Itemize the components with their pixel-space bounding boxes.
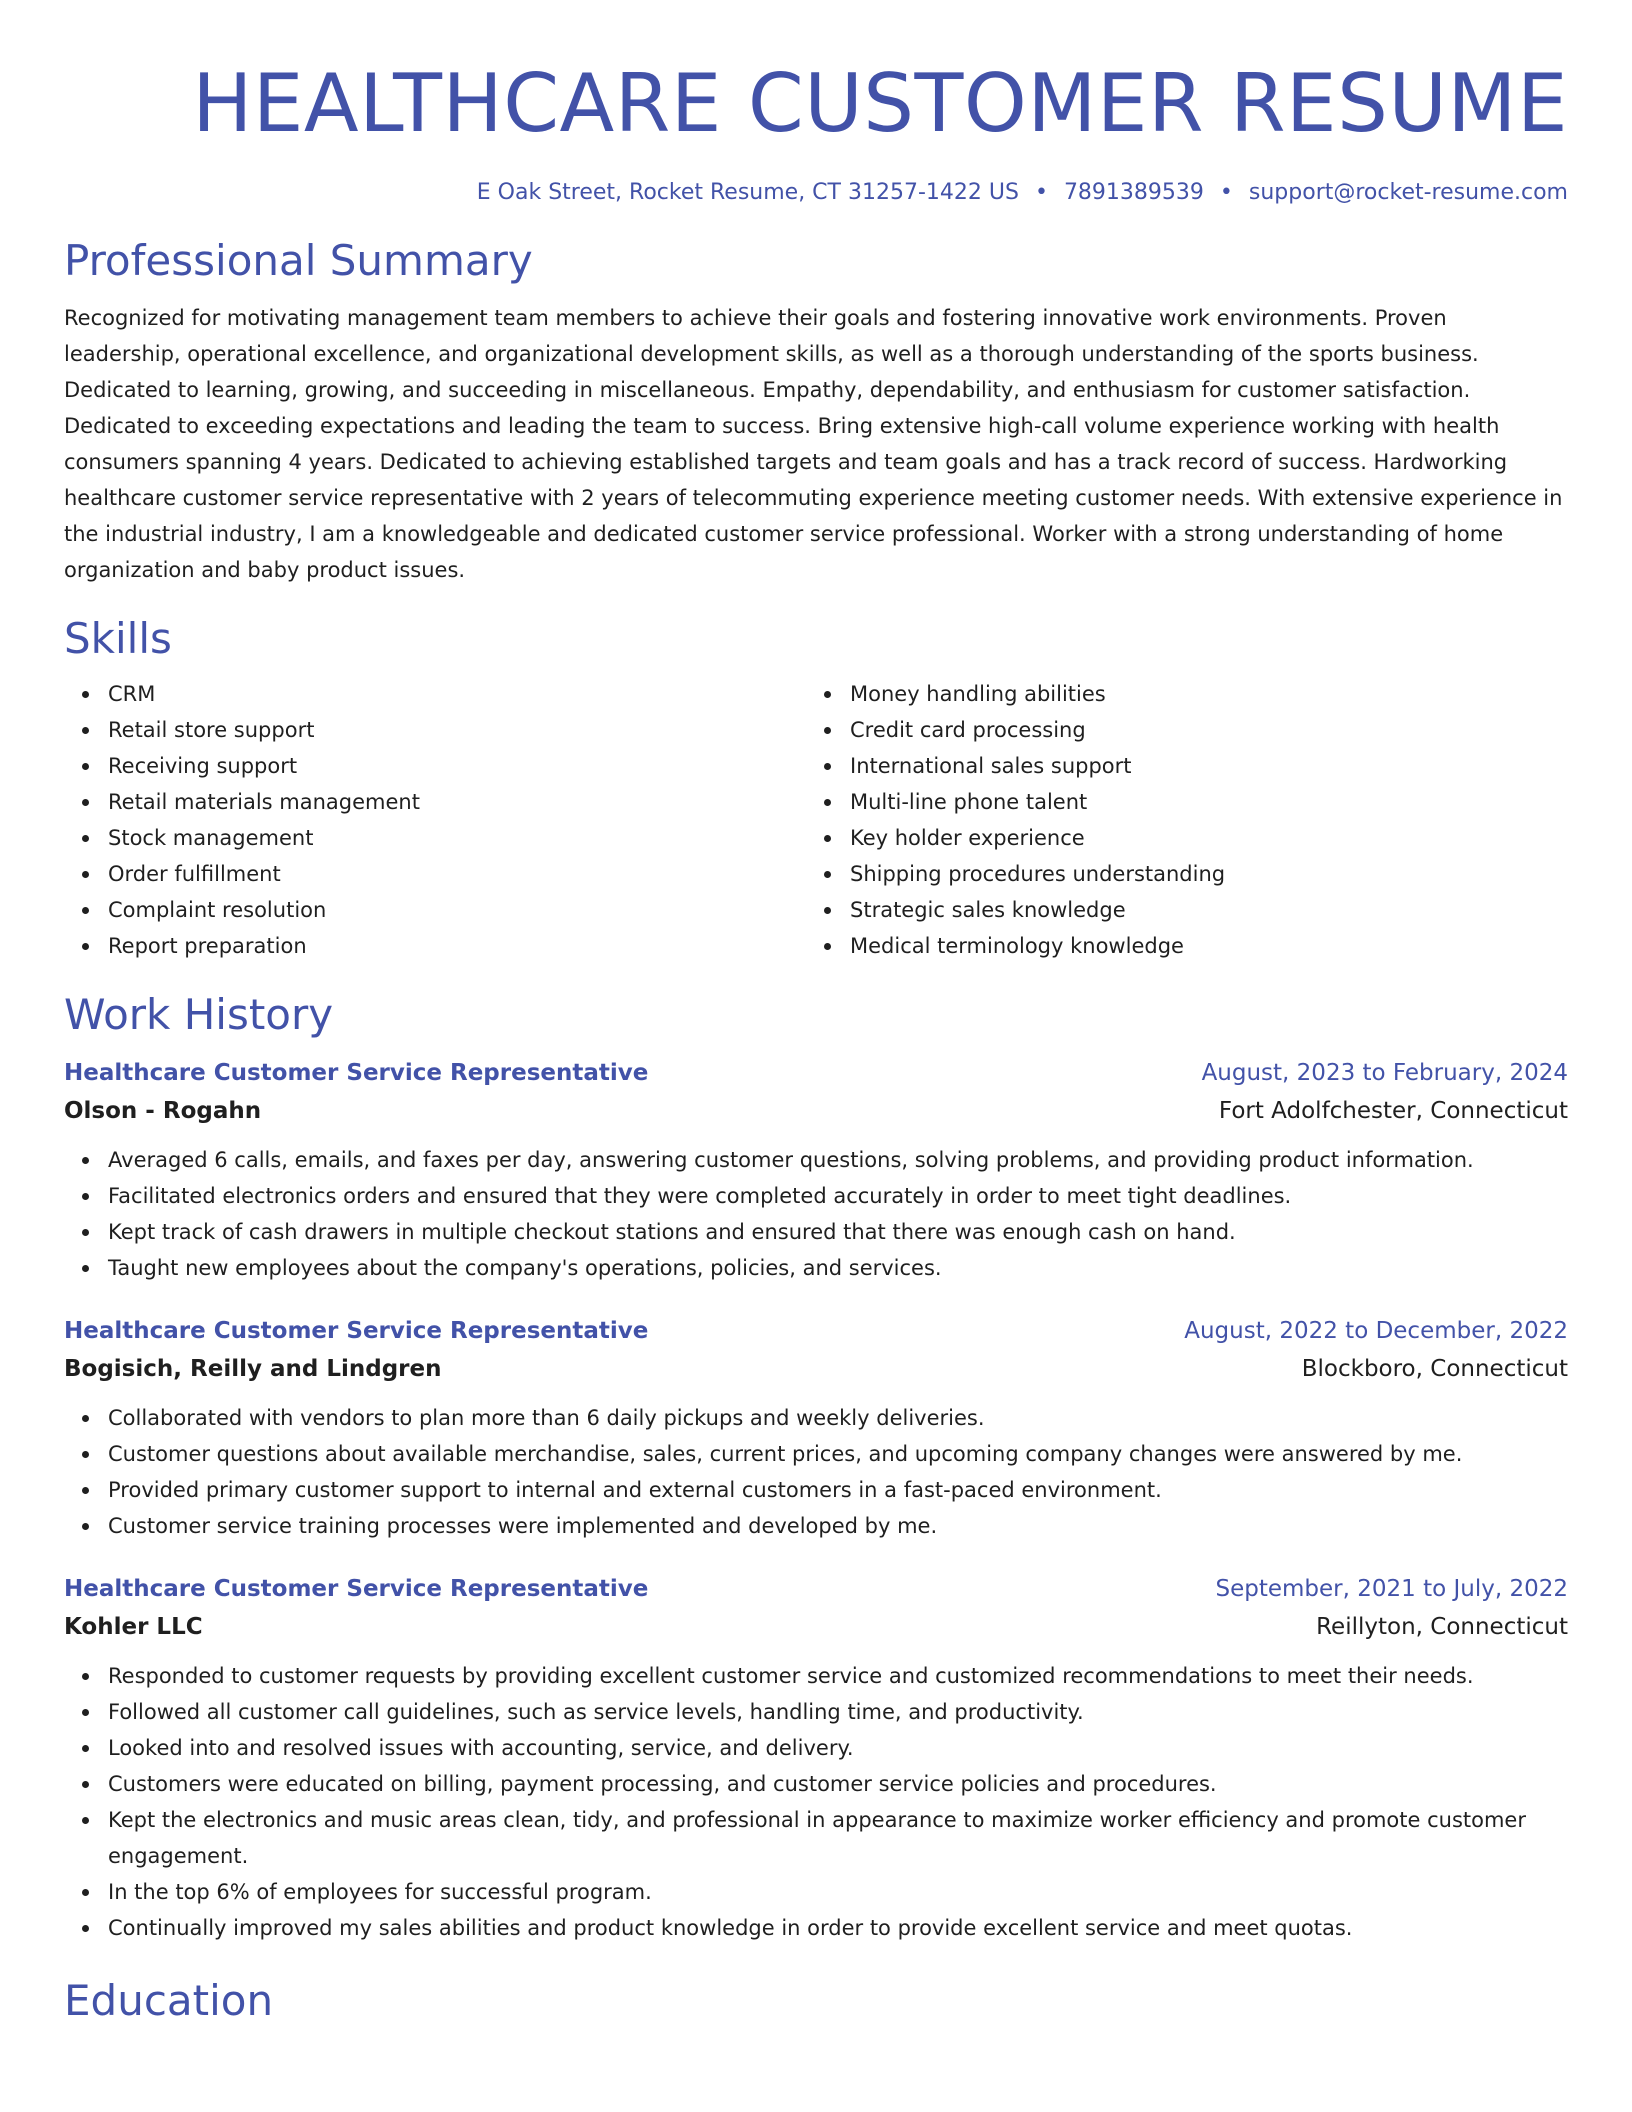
resume-header <box>64 0 1568 208</box>
contact-phone: 7891389539 <box>1063 180 1204 205</box>
contact-separator: • <box>1034 180 1048 205</box>
skill-item: Multi-line phone talent <box>850 784 1548 820</box>
skill-item: Retail store support <box>108 712 806 748</box>
job-bullet: Customers were educated on billing, payment processing, and customer service policies and procedures. <box>108 1766 1568 1802</box>
skill-item: CRM <box>108 676 806 712</box>
skill-item: Order fulfillment <box>108 856 806 892</box>
job-location: Reillyton, Connecticut <box>1316 1614 1568 1640</box>
job-bullet: Provided primary customer support to internal and external customers in a fast-paced environment. <box>108 1472 1568 1508</box>
skill-item: Retail materials management <box>108 784 806 820</box>
job-company: Bogisich, Reilly and Lindgren <box>64 1356 442 1382</box>
job-bullet: Responded to customer requests by providing excellent customer service and customized recommendations to meet their needs. <box>108 1658 1568 1694</box>
job-location: Fort Adolfchester, Connecticut <box>1218 1098 1568 1124</box>
job-company: Olson - Rogahn <box>64 1098 262 1124</box>
job-bullet: Kept the electronics and music areas clean, tidy, and professional in appearance to maximize worker efficiency and promote customer engagement. <box>108 1802 1568 1874</box>
resume-page <box>64 0 1568 2028</box>
job-bullet: Followed all customer call guidelines, such as service levels, handling time, and productivity. <box>108 1694 1568 1730</box>
job-bullet: Looked into and resolved issues with accounting, service, and delivery. <box>108 1730 1568 1766</box>
contact-line <box>64 178 1568 208</box>
job-entry <box>64 1312 1568 1544</box>
job-company-row <box>64 1092 1568 1130</box>
job-bullet: Continually improved my sales abilities and product knowledge in order to provide excellent service and meet quotas. <box>108 1910 1568 1946</box>
job-company: Kohler LLC <box>64 1614 203 1640</box>
skill-item: Shipping procedures understanding <box>850 856 1548 892</box>
skills-grid <box>64 676 1568 964</box>
contact-address: E Oak Street, Rocket Resume, CT 31257-1422 US <box>476 180 1019 205</box>
job-bullet: Facilitated electronics orders and ensured that they were completed accurately in order to meet tight deadlines. <box>108 1178 1568 1214</box>
skill-item: Key holder experience <box>850 820 1548 856</box>
job-bullets <box>64 1658 1568 1946</box>
job-dates: September, 2021 to July, 2022 <box>1215 1576 1568 1602</box>
skill-item: Receiving support <box>108 748 806 784</box>
job-dates: August, 2022 to December, 2022 <box>1184 1318 1568 1344</box>
education-heading: Education <box>64 1976 274 2025</box>
job-bullet: Customer service training processes were implemented and developed by me. <box>108 1508 1568 1544</box>
job-dates: August, 2023 to February, 2024 <box>1201 1060 1568 1086</box>
job-header-row <box>64 1570 1568 1608</box>
skill-item: Complaint resolution <box>108 892 806 928</box>
job-company-row <box>64 1608 1568 1646</box>
job-bullet: Taught new employees about the company's operations, policies, and services. <box>108 1250 1568 1286</box>
skills-column-left <box>64 676 806 964</box>
skill-item: Report preparation <box>108 928 806 964</box>
contact-email: support@rocket-resume.com <box>1248 180 1568 205</box>
job-bullet: Customer questions about available merchandise, sales, current prices, and upcoming company changes were answered by me. <box>108 1436 1568 1472</box>
work-history-heading: Work History <box>64 990 334 1039</box>
job-bullets <box>64 1142 1568 1286</box>
job-bullet: In the top 6% of employees for successful program. <box>108 1874 1568 1910</box>
job-role: Healthcare Customer Service Representative <box>64 1318 649 1344</box>
job-company-row <box>64 1350 1568 1388</box>
job-role: Healthcare Customer Service Representative <box>64 1576 649 1602</box>
job-entry <box>64 1054 1568 1286</box>
job-bullet: Collaborated with vendors to plan more than 6 daily pickups and weekly deliveries. <box>108 1400 1568 1436</box>
job-bullet: Kept track of cash drawers in multiple checkout stations and ensured that there was enough cash on hand. <box>108 1214 1568 1250</box>
skill-item: Stock management <box>108 820 806 856</box>
skill-item: Strategic sales knowledge <box>850 892 1548 928</box>
skill-item: Medical terminology knowledge <box>850 928 1548 964</box>
summary-heading: Professional Summary <box>64 236 533 285</box>
skills-heading: Skills <box>64 614 172 663</box>
skill-item: Money handling abilities <box>850 676 1548 712</box>
resume-title: HEALTHCARE CUSTOMER RESUME <box>192 57 1568 150</box>
contact-separator: • <box>1219 180 1233 205</box>
job-role: Healthcare Customer Service Representative <box>64 1060 649 1086</box>
job-entry <box>64 1570 1568 1946</box>
skill-item: Credit card processing <box>850 712 1548 748</box>
job-location: Blockboro, Connecticut <box>1301 1356 1568 1382</box>
job-header-row <box>64 1054 1568 1092</box>
skills-column-right <box>806 676 1548 964</box>
job-header-row <box>64 1312 1568 1350</box>
summary-text: Recognized for motivating management team members to achieve their goals and fostering innovative work environments. Proven leadership, operational excellence, and organizational development skills, as well as a thorough understanding of the sports business. Dedicated to learning, growing, and succeeding in miscellaneous. Empathy, dependability, and enthusiasm for customer satisfaction. Dedicated to exceeding expectations and leading the team to success. Bring extensive high-call volume experience working with health consumers spanning 4 years. Dedicated to achieving established targets and team goals and has a track record of success. Hardworking healthcare customer service representative with 2 years of telecommuting experience meeting customer needs. With extensive experience in the industrial industry, I am a knowledgeable and dedicated customer service professional. Worker with a strong understanding of home organization and baby product issues. <box>64 306 1563 582</box>
job-bullets <box>64 1400 1568 1544</box>
skill-item: International sales support <box>850 748 1548 784</box>
job-bullet: Averaged 6 calls, emails, and faxes per day, answering customer questions, solving problems, and providing product information. <box>108 1142 1568 1178</box>
